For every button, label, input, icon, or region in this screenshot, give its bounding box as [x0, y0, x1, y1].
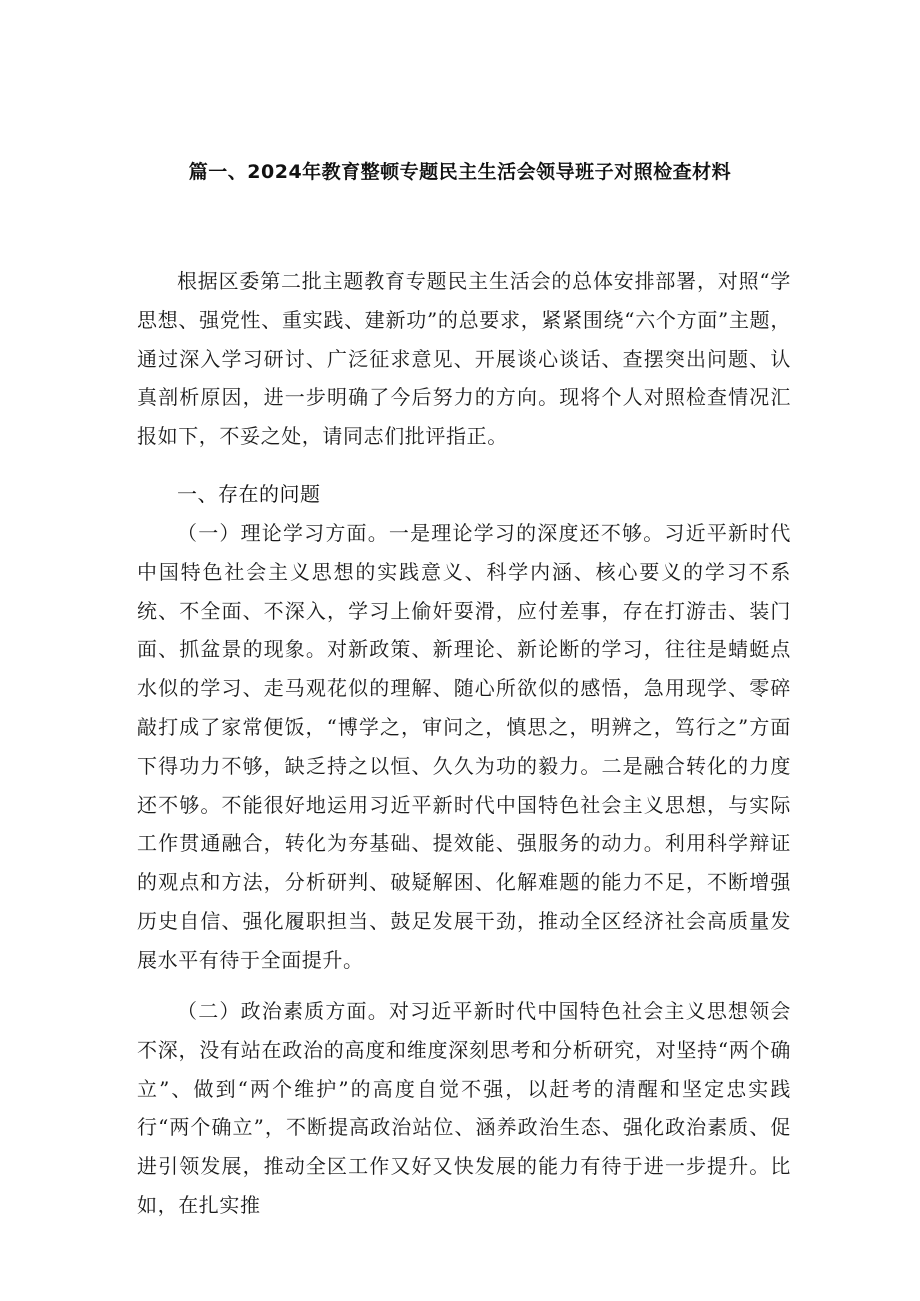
political-quality-paragraph: （二）政治素质方面。对习近平新时代中国特色社会主义思想领会不深，没有站在政治的高度和维度深刻思考和分析研究，对坚持“两个确立”、做到“两个维护”的高度自觉不强，以赶考的清醒和坚定忠实践行“两个确立”，不断提高政治站位、涵养政治生态、强化政治素质、促进引领发展，推动全区工作又好又快发展的能力有待于进一步提升。比如，在扎实推: [137, 999, 791, 1217]
section-heading: 一、存在的问题: [177, 482, 321, 506]
intro-paragraph: 根据区委第二批主题教育专题民主生活会的总体安排部署，对照“学思想、强党性、重实践、建新功”的总要求，紧紧围绕“六个方面”主题，通过深入学习研讨、广泛征求意见、开展谈心谈话、查摆突出问题、认真剖析原因，进一步明确了今后努力的方向。现将个人对照检查情况汇报如下，不妥之处，请同志们批评指正。: [137, 269, 791, 449]
theory-study-paragraph: （一）理论学习方面。一是理论学习的深度还不够。习近平新时代中国特色社会主义思想的实践意义、科学内涵、核心要义的学习不系统、不全面、不深入，学习上偷奸耍滑，应付差事，存在打游击、装门面、抓盆景的现象。对新政策、新理论、新论断的学习，往往是蜻蜓点水似的学习、走马观花似的理解、随心所欲似的感悟，急用现学、零碎敲打成了家常便饭，“博学之，审问之，慎思之，明辨之，笃行之”方面下得功力不够，缺乏持之以恒、久久为功的毅力。二是融合转化的力度还不够。不能很好地运用习近平新时代中国特色社会主义思想，与实际工作贯通融合，转化为夯基础、提效能、强服务的动力。利用科学辩证的观点和方法，分析研判、破疑解困、化解难题的能力不足，不断增强历史自信、强化履职担当、鼓足发展干劲，推动全区经济社会高质量发展水平有待于全面提升。: [137, 521, 791, 972]
document-title: 篇一、2024年教育整顿专题民主生活会领导班子对照检查材料: [188, 161, 732, 183]
